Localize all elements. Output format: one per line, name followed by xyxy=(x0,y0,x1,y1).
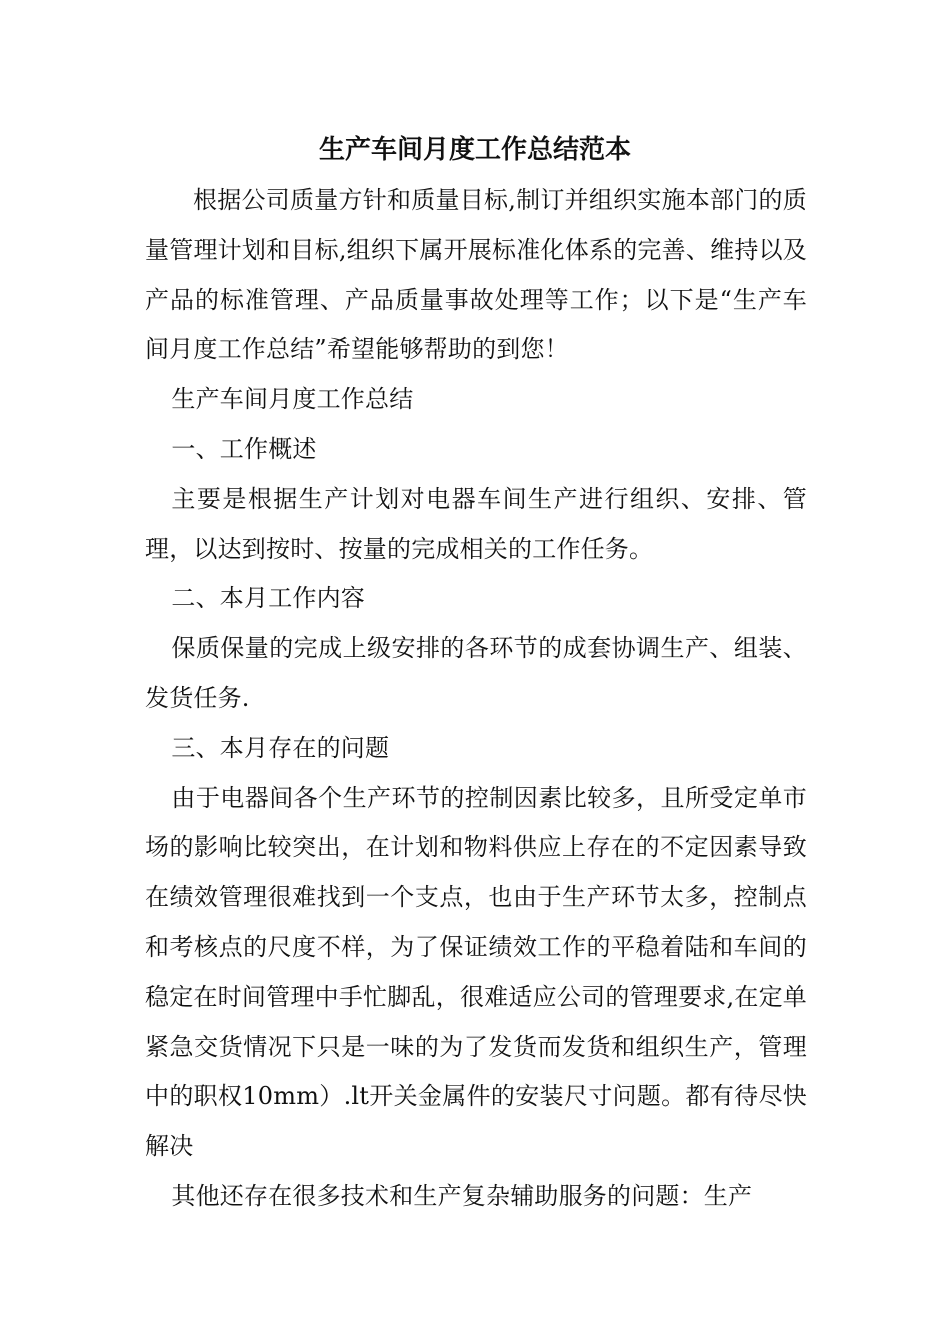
problems-paragraph: 由于电器间各个生产环节的控制因素比较多，且所受定单市场的影响比较突出，在计划和物料供应上存在的不定因素导致在绩效管理很难找到一个支点，也由于生产环节太多，控制点和考核点的尺度不样，为了保证绩效工作的平稳着陆和车间的稳定在时间管理中手忙脚乱，很难适应公司的管理要求,在定单紧急交货情况下只是一味的为了发货而发货和组织生产，管理中的职权10mm）.lt开关金属件的安装尺寸问题。都有待尽快解决 xyxy=(145,783,807,1161)
section-heading-monthly-work: 二、本月工作内容 xyxy=(171,584,365,613)
intro-paragraph: 根据公司质量方针和质量目标,制订并组织实施本部门的质量管理计划和目标,组织下属开展标准化体系的完善、维持以及产品的标准管理、产品质量事故处理等工作；以下是“生产车间月度工作总结”希望能够帮助的到您！ xyxy=(145,186,807,364)
document-title: 生产车间月度工作总结范本 xyxy=(318,135,631,165)
other-problems-paragraph: 其他还存在很多技术和生产复杂辅助服务的问题：生产 xyxy=(171,1181,753,1210)
overview-paragraph: 主要是根据生产计划对电器车间生产进行组织、安排、管理，以达到按时、按量的完成相关的工作任务。 xyxy=(145,484,807,563)
section-heading-summary: 生产车间月度工作总结 xyxy=(171,385,414,414)
section-heading-overview: 一、工作概述 xyxy=(171,434,317,463)
document-body xyxy=(145,176,807,1222)
monthly-work-paragraph: 保质保量的完成上级安排的各环节的成套协调生产、组装、发货任务. xyxy=(145,634,807,712)
section-heading-problems: 三、本月存在的问题 xyxy=(171,733,390,762)
